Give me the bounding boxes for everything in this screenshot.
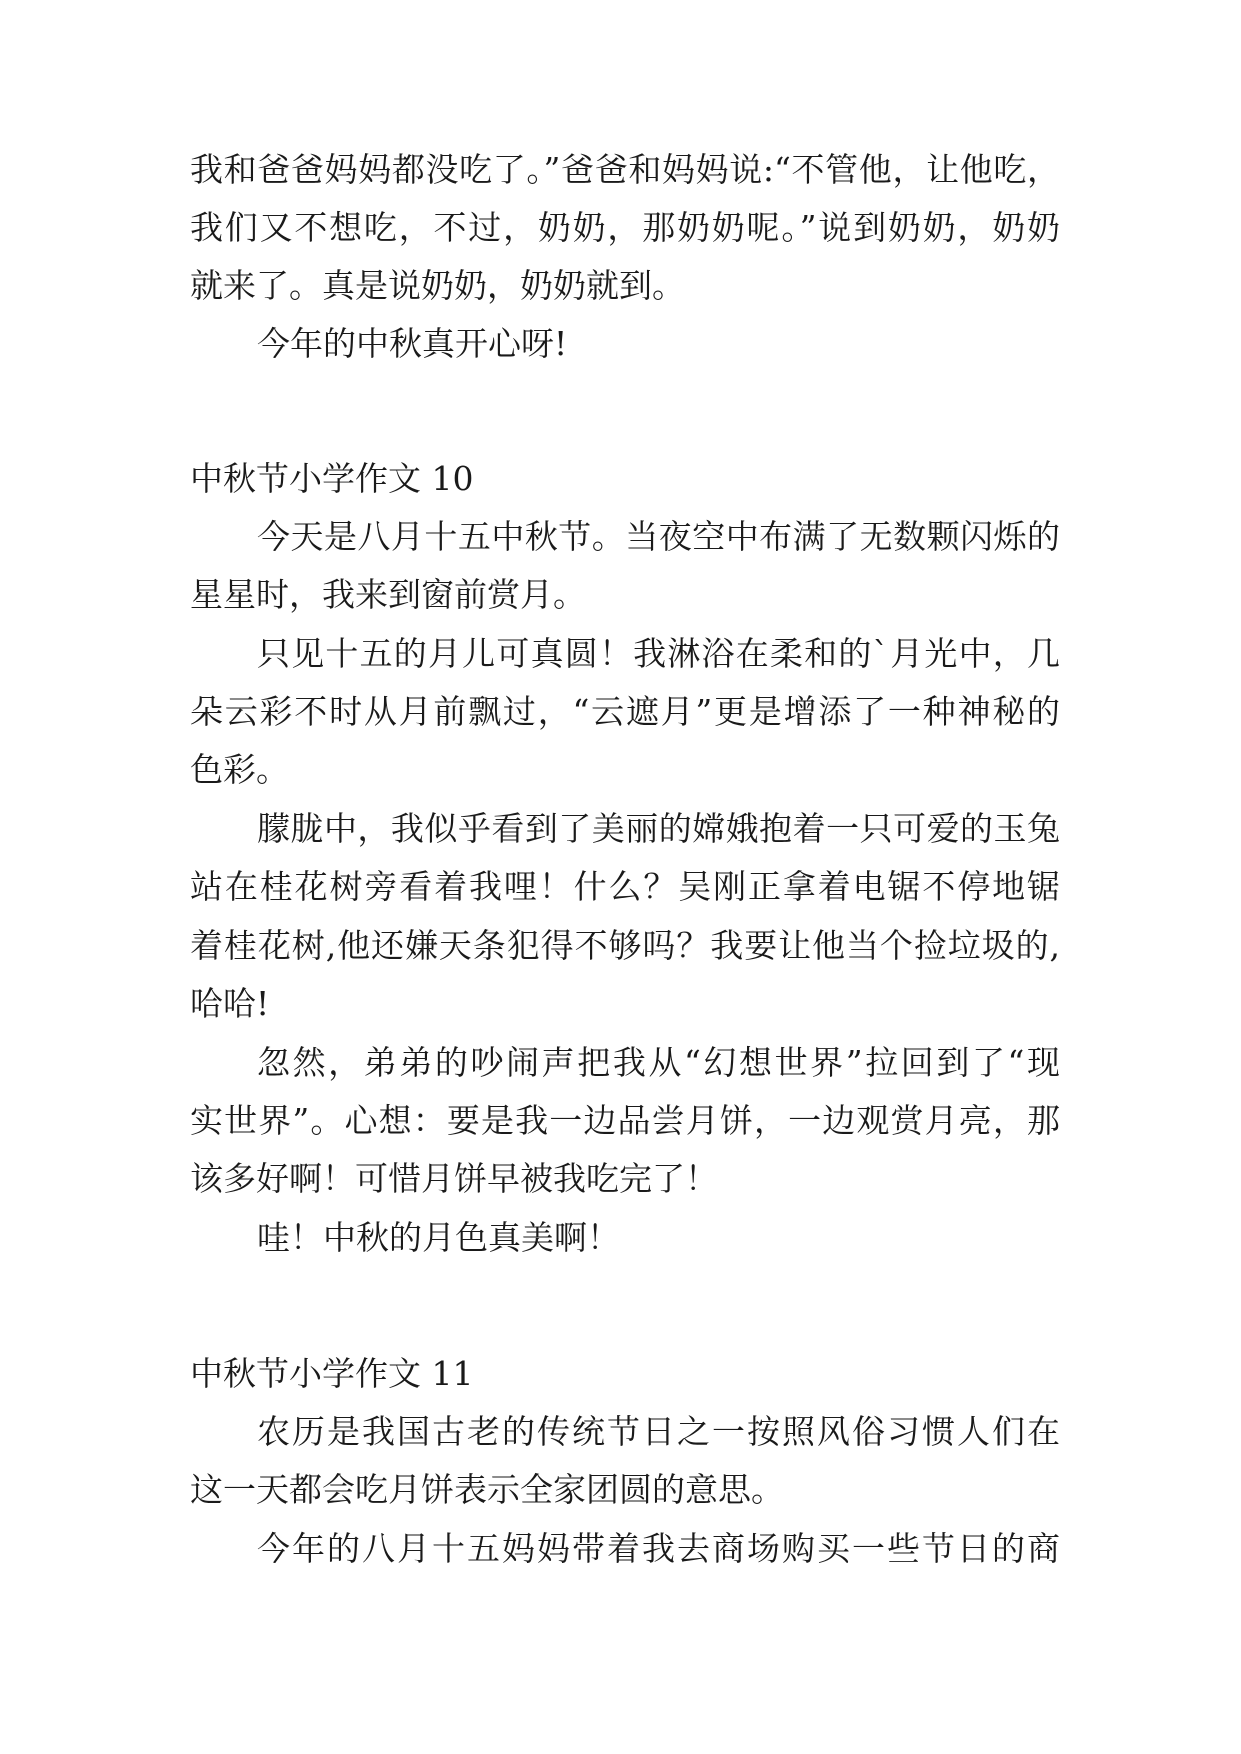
- body-text-line: 该多好啊！可惜月饼早被我吃完了！: [190, 1159, 718, 1198]
- body-text-line: 我们又不想吃，不过，奶奶，那奶奶呢。”说到奶奶，奶奶: [190, 208, 1060, 247]
- body-text-line: 着桂花树,他还嫌天条犯得不够吗？我要让他当个捡垃圾的,: [190, 926, 1060, 965]
- section-heading: 中秋节小学作文 10: [190, 459, 474, 498]
- body-text-line: 我和爸爸妈妈都没吃了。”爸爸和妈妈说:“不管他，让他吃，: [190, 150, 1060, 189]
- body-text-line: 农历是我国古老的传统节日之一按照风俗习惯人们在: [257, 1412, 1060, 1451]
- body-text-line: 站在桂花树旁看着我哩！什么？吴刚正拿着电锯不停地锯: [190, 867, 1060, 906]
- body-text-line: 今天是八月十五中秋节。当夜空中布满了无数颗闪烁的: [257, 517, 1060, 556]
- body-text-line: 星星时，我来到窗前赏月。: [190, 575, 586, 614]
- body-text-line: 朵云彩不时从月前飘过，“云遮月”更是增添了一种神秘的: [190, 692, 1060, 731]
- body-text-line: 实世界”。心想：要是我一边品尝月饼，一边观赏月亮，那: [190, 1101, 1060, 1140]
- body-text-line: 忽然，弟弟的吵闹声把我从“幻想世界”拉回到了“现: [257, 1043, 1060, 1082]
- body-text-line: 色彩。: [190, 750, 289, 789]
- body-text-line: 今年的八月十五妈妈带着我去商场购买一些节日的商: [257, 1529, 1060, 1568]
- body-text-line: 只见十五的月儿可真圆！我淋浴在柔和的`月光中，几: [257, 634, 1060, 673]
- body-text-line: 这一天都会吃月饼表示全家团圆的意思。: [190, 1470, 784, 1509]
- body-text-line: 朦胧中，我似乎看到了美丽的嫦娥抱着一只可爱的玉兔: [257, 809, 1060, 848]
- section-heading: 中秋节小学作文 11: [190, 1354, 474, 1393]
- body-text-line: 哇！中秋的月色真美啊！: [257, 1218, 620, 1257]
- body-text-line: 就来了。真是说奶奶，奶奶就到。: [190, 266, 685, 305]
- body-text-line: 哈哈!: [190, 984, 270, 1023]
- body-text-line: 今年的中秋真开心呀!: [257, 324, 568, 363]
